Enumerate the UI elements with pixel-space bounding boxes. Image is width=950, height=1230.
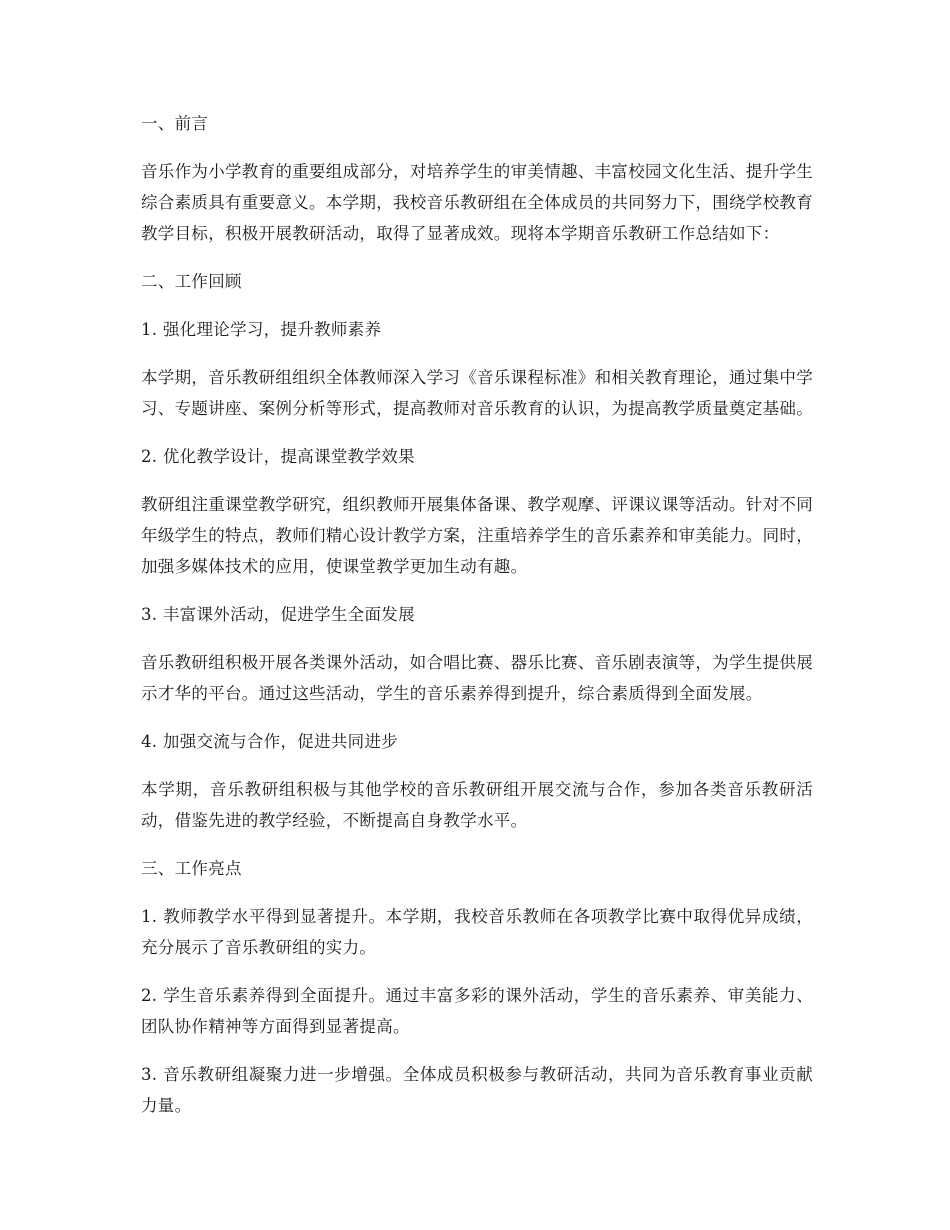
review-item-3-title: 3. 丰富课外活动，促进学生全面发展: [141, 605, 415, 624]
review-item-1-paragraph: 本学期，音乐教研组组织全体教师深入学习《音乐课程标准》和相关教育理论，通过集中学习、专题讲座、案例分析等形式，提高教师对音乐教育的认识，为提高教学质量奠定基础。: [141, 368, 813, 418]
highlight-item-1: 1. 教师教学水平得到显著提升。本学期，我校音乐教师在各项教学比赛中取得优异成绩，充分展示了音乐教研组的实力。: [141, 907, 813, 957]
preface-paragraph: 音乐作为小学教育的重要组成部分，对培养学生的审美情趣、丰富校园文化生活、提升学生综合素质具有重要意义。本学期，我校音乐教研组在全体成员的共同努力下，围绕学校教育教学目标，积极开展教研活动，取得了显著成效。现将本学期音乐教研工作总结如下：: [141, 162, 813, 243]
section-heading-preface: 一、前言: [141, 114, 209, 133]
review-item-2-title: 2. 优化教学设计，提高课堂教学效果: [141, 447, 415, 466]
review-item-4-paragraph: 本学期，音乐教研组积极与其他学校的音乐教研组开展交流与合作，参加各类音乐教研活动，借鉴先进的教学经验，不断提高自身教学水平。: [141, 780, 813, 830]
review-item-1-title: 1. 强化理论学习，提升教师素养: [141, 320, 382, 339]
review-item-3-paragraph: 音乐教研组积极开展各类课外活动，如合唱比赛、器乐比赛、音乐剧表演等，为学生提供展示才华的平台。通过这些活动，学生的音乐素养得到提升，综合素质得到全面发展。: [141, 653, 813, 703]
document-body: [141, 108, 813, 1138]
section-heading-highlights: 三、工作亮点: [141, 859, 242, 878]
review-item-4-title: 4. 加强交流与合作，促进共同进步: [141, 732, 399, 751]
highlight-item-3: 3. 音乐教研组凝聚力进一步增强。全体成员积极参与教研活动，共同为音乐教育事业贡献力量。: [141, 1065, 813, 1115]
review-item-2-paragraph: 教研组注重课堂教学研究，组织教师开展集体备课、教学观摩、评课议课等活动。针对不同年级学生的特点，教师们精心设计教学方案，注重培养学生的音乐素养和审美能力。同时，加强多媒体技术的应用，使课堂教学更加生动有趣。: [141, 495, 813, 576]
section-heading-work-review: 二、工作回顾: [141, 272, 242, 291]
highlight-item-2: 2. 学生音乐素养得到全面提升。通过丰富多彩的课外活动，学生的音乐素养、审美能力、团队协作精神等方面得到显著提高。: [141, 986, 813, 1036]
